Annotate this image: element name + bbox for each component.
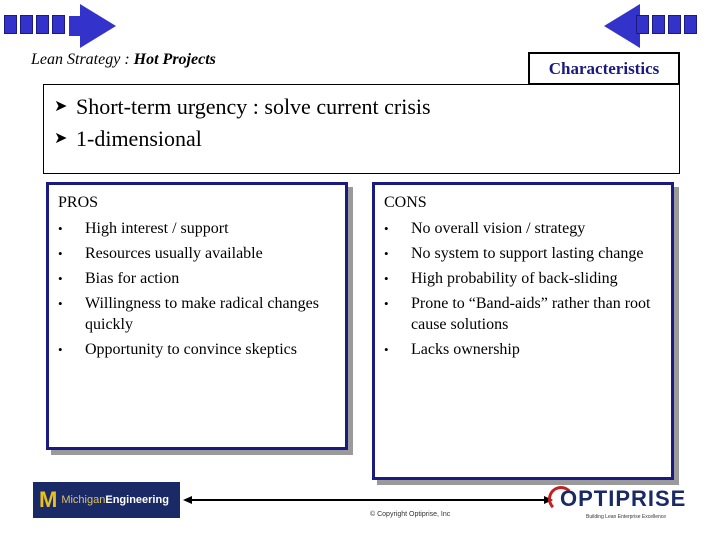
pros-item — [58, 243, 345, 264]
slide-title — [31, 51, 216, 69]
slide-title-prefix: Lean Strategy : — [31, 51, 134, 68]
pros-item-text: Opportunity to convince skeptics — [85, 341, 297, 358]
pros-item-text: Bias for action — [85, 270, 180, 287]
decoration-square — [36, 15, 49, 34]
slide-title-emphasis: Hot Projects — [133, 51, 216, 68]
cons-item — [384, 218, 671, 239]
cons-item-text: No system to support lasting change — [411, 245, 644, 262]
cons-list — [384, 218, 671, 360]
cons-item — [384, 243, 671, 264]
arrow-bullet-icon: ➤ — [54, 130, 68, 147]
logo-suffix: Engineering — [105, 494, 169, 506]
dot-bullet-icon: • — [384, 271, 389, 286]
pros-item — [58, 268, 345, 289]
cons-item-text: No overall vision / strategy — [411, 220, 586, 237]
summary-item — [54, 91, 679, 123]
logo-prefix: Michigan — [61, 494, 106, 506]
pros-title: PROS — [58, 194, 99, 211]
dot-bullet-icon: • — [58, 246, 63, 261]
cons-item — [384, 339, 671, 360]
pros-item — [58, 218, 345, 239]
decoration-square — [652, 15, 665, 34]
dot-bullet-icon: • — [384, 296, 389, 311]
dot-bullet-icon: • — [58, 296, 63, 311]
dot-bullet-icon: • — [384, 246, 389, 261]
block-m-icon: M — [39, 487, 58, 512]
optiprise-wordmark: OPTIPRISE — [560, 486, 687, 511]
pros-item-text: High interest / support — [85, 220, 229, 237]
decoration-square — [20, 15, 33, 34]
arrow-shaft — [191, 499, 545, 501]
cons-title: CONS — [384, 194, 427, 211]
header-decoration-squares-right — [636, 15, 697, 34]
pros-item — [58, 339, 345, 360]
dot-bullet-icon: • — [58, 221, 63, 236]
summary-item — [54, 123, 679, 155]
copyright-text: © Copyright Optiprise, Inc — [370, 511, 451, 518]
cons-item — [384, 268, 671, 289]
dot-bullet-icon: • — [58, 271, 63, 286]
pros-panel — [46, 182, 348, 450]
cons-panel — [372, 182, 674, 480]
michigan-engineering-logo — [33, 482, 180, 518]
arrow-bullet-icon: ➤ — [54, 98, 68, 115]
pros-item-text: Willingness to make radical changes quickly — [85, 295, 319, 333]
cons-item-text: Prone to “Band-aids” rather than root cause solutions — [411, 295, 651, 333]
optiprise-logo — [548, 484, 688, 524]
summary-item-text: 1-dimensional — [76, 126, 202, 151]
pros-item — [58, 293, 345, 335]
cons-item-text: Lacks ownership — [411, 341, 520, 358]
decoration-square — [636, 15, 649, 34]
decoration-square — [668, 15, 681, 34]
decoration-square — [4, 15, 17, 34]
summary-box — [43, 84, 680, 174]
header-decoration-squares-left — [4, 15, 65, 34]
cons-item — [384, 293, 671, 335]
michigan-engineering-wordmark — [61, 494, 169, 506]
decoration-square — [52, 15, 65, 34]
decoration-square — [684, 15, 697, 34]
optiprise-tagline: Building Lean Enterprise Excellence — [586, 514, 667, 520]
cons-item-text: High probability of back-sliding — [411, 270, 618, 287]
section-label: Characteristics — [528, 52, 680, 85]
pros-list — [58, 218, 345, 360]
dot-bullet-icon: • — [58, 342, 63, 357]
summary-item-text: Short-term urgency : solve current crisis — [76, 94, 431, 119]
pros-item-text: Resources usually available — [85, 245, 263, 262]
left-arrow-icon — [604, 4, 640, 48]
dot-bullet-icon: • — [384, 221, 389, 236]
right-arrow-icon — [80, 4, 116, 48]
footer-double-arrow-icon — [183, 496, 553, 504]
dot-bullet-icon: • — [384, 342, 389, 357]
